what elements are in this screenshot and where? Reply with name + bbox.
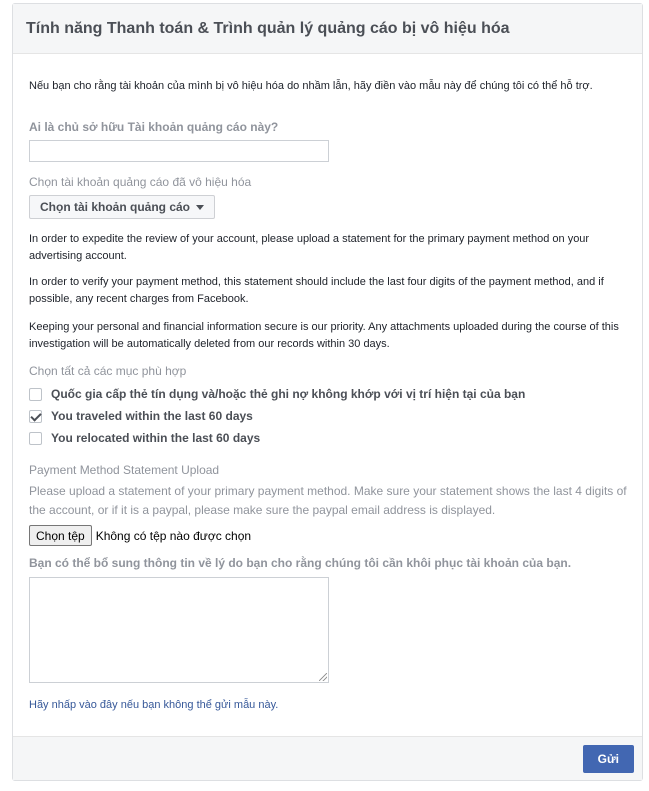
paragraph-verify: In order to verify your payment method, this statement should include the last four digits of the payment method, and if possible, any recent charges from Facebook. bbox=[29, 276, 604, 305]
checkbox-label: You traveled within the last 60 days bbox=[51, 409, 253, 423]
account-dropdown-label: Chọn tài khoản quảng cáo bbox=[40, 200, 191, 214]
form-card bbox=[12, 3, 643, 781]
upload-label: Payment Method Statement Upload bbox=[29, 463, 220, 477]
choose-file-button[interactable]: Chọn tệp bbox=[29, 525, 92, 546]
checkbox-label: You relocated within the last 60 days bbox=[51, 431, 261, 445]
account-dropdown[interactable] bbox=[29, 195, 215, 219]
checkbox[interactable] bbox=[29, 432, 42, 445]
upload-help: Please upload a statement of your primary payment method. Make sure your statement shows the last 4 digits of the account, or if it is a paypal, please make sure the paypal email address is displayed. bbox=[29, 484, 627, 517]
page-title: Tính năng Thanh toán & Trình quản lý quảng cáo bị vô hiệu hóa bbox=[26, 19, 510, 37]
list-item[interactable] bbox=[29, 406, 525, 426]
checkbox[interactable] bbox=[29, 388, 42, 401]
extra-info-label: Bạn có thể bổ sung thông tin về lý do bạn cho rằng chúng tôi cần khôi phục tài khoản của bạn. bbox=[29, 556, 572, 570]
caret-down-icon bbox=[196, 205, 204, 210]
card-header bbox=[13, 4, 642, 54]
account-label: Chọn tài khoản quảng cáo đã vô hiệu hóa bbox=[29, 175, 252, 189]
checkbox-label: Quốc gia cấp thẻ tín dụng và/hoặc thẻ ghi nợ không khớp với vị trí hiện tại của bạn bbox=[51, 387, 526, 401]
resize-handle-icon[interactable] bbox=[319, 673, 327, 681]
checklist-label: Chọn tất cả các mục phù hợp bbox=[29, 364, 187, 378]
paragraph-privacy: Keeping your personal and financial information secure is our priority. Any attachments uploaded during the course of this investigation will be automatically deleted from our records within 30 days. bbox=[29, 321, 619, 350]
card-footer bbox=[13, 736, 642, 780]
list-item[interactable] bbox=[29, 384, 525, 404]
checkbox[interactable] bbox=[29, 410, 42, 423]
owner-label: Ai là chủ sở hữu Tài khoản quảng cáo này? bbox=[29, 120, 279, 134]
owner-input[interactable] bbox=[29, 140, 329, 162]
file-status: Không có tệp nào được chọn bbox=[95, 528, 252, 543]
intro-text: Nếu bạn cho rằng tài khoản của mình bị vô hiệu hóa do nhầm lẫn, hãy điền vào mẫu này để chúng tôi có thể hỗ trợ. bbox=[29, 80, 593, 92]
paragraph-expedite: In order to expedite the review of your account, please upload a statement for the primary payment method on your advertising account. bbox=[29, 233, 590, 262]
submit-button[interactable]: Gửi bbox=[583, 745, 634, 773]
help-link[interactable]: Hãy nhấp vào đây nếu bạn không thể gửi mẫu này. bbox=[29, 699, 279, 711]
checklist bbox=[29, 384, 525, 448]
file-upload bbox=[29, 525, 251, 546]
list-item[interactable] bbox=[29, 428, 525, 448]
extra-info-textarea[interactable] bbox=[29, 577, 329, 683]
